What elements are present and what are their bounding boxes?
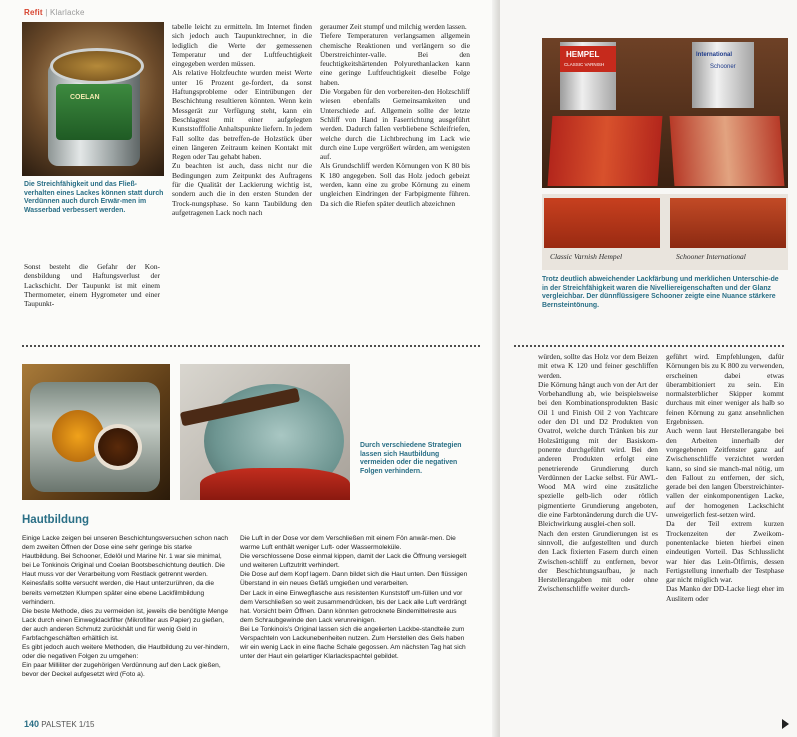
tin-label-text: COELAN [70, 94, 100, 101]
can-left-label: HEMPEL [566, 50, 600, 59]
caption-tin: Die Streichfähigkeit und das Fließ-verhalten eines Lackes können statt durch Verdünnen auch durch Erwär-men im Wasserbad verbessert werden. [24, 181, 164, 214]
photo-gel-stirring [180, 364, 350, 500]
right-col-1: würden, sollte das Holz vor dem Beizen mit etwa K 120 und feiner geschliffen werden. Die Körnung hängt auch von der Art der Vorbehandlung ab, wie beispielsweise bei den Kombinationsprodukten Basic Oil 1 und Finish Oil 2 von Yachtcare oder den D1 und D2 Produkten von Ovatrol, welche durch Tränken bis zur Holzsättigung mit der Basiskom-ponente durchgeführt wird. Bei den anderen Produkten erfolgt eine penetrierende Grundierung durch Verdünnen der Lacke selbst. Für AWL-Wood MA wird eine zusätzliche spezielle gelb-lich oder rötlich pigmentierte Grundierung angeboten, die eine Farbtonänderung durch die UV-Bleichwirkung ausglei-chen soll. Nach den ersten Grundierungen ist es sinnvoll, die aufgestellten und durch den Lack fixierten Fasern durch einen Zwischen-schliff zu entfernen, bevor der Beschichtungsaufbau, je nach Herstellerangaben mit oder ohne Zwischenschliffe weiter durch- [538, 352, 658, 594]
varnish-boards-photo [542, 194, 788, 270]
caption-panels: Trotz deutlich abweichender Lackfärbung und merklichen Unterschie-de in der Streichfähigkeit waren die Nivelliereigenschaften und der Glanz vergleichbar. Der dünnflüssigere Schooner zeigte eine Nuance stärkere Bernsteintönung. [542, 276, 779, 309]
can-right-label: International [696, 52, 733, 58]
section-divider [22, 345, 480, 347]
photo-open-tin-skin [22, 364, 170, 500]
bottom-col-2: Die Luft in der Dose vor dem Verschließen mit einem Fön anwär-men. Die warme Luft enthält weniger Luft- oder Wassermoleküle. Die verschlossene Dose einmal kippen, damit der Lack die Öffnung versiegelt und weiteren Luftzutritt verhindert. Die Dose auf dem Kopf lagern. Dann bildet sich die Haut unten. Den flüssigen Überstand in ein neues Gefäß umgießen und verarbeiten. Der Lack in eine Einwegflasche aus resistenten Kunststoff um-füllen und vor dem Verschließen so weit zusammendrücken, bis der Lack alle Luft verdrängt hat. Vorsicht beim Öffnen. Dann könnten getrocknete Bindemittelreste aus dem Schraubgewinde den Lack verunreinigen. Bei Le Tonkinois's Original lassen sich die angelierten Lackbe-standteile zum Verspachteln von Lackunebenheiten nutzen. Zum Herstellen des Gels haben wir ein wenig Lack in eine flache Schale gegossen. Am nächsten Tag hat sich unter der Haut ein gelartiger Klarlackspachtel gebildet. [240, 535, 468, 661]
section-divider-right [514, 345, 784, 347]
bottom-col-1: Einige Lacke zeigen bei unseren Beschichtungsversuchen schon nach dem zweiten Öffnen der Dose eine sehr geringe bis starke Hautbildung. Bei Schooner, Edelöl und Marine Nr. 1 war sie minimal, bei Le Tonkinois Original und Coelan Bootsbeschichtung deutlich. Die Haut muss vor der Verarbeitung vom Restlack getrennt werden. Keinesfalls sollte versucht werden, die Haut unterzurühren, da die bereits vernetzten Klumpen später eine ebene Lackfilmbildung verhindern. Die beste Methode, dies zu vermeiden ist, jeweils die benötigte Menge Lack durch einen Einwegklackfilter (Mikrofilter aus Papier) zu gießen, der auch anderen Schmutz zurückhält und für wenig Geld in Farbfachgeschäften erhältlich ist. Es gibt jedoch auch weitere Methoden, die Hautbildung zu ver-hindern, oder die negativen Folgen zu umgehen: Ein paar Milliliter der zugehörigen Verdünnung auf den Lack gießen, bevor der Deckel aufgesetzt wird (Foto a). [22, 535, 230, 679]
varnish-tin-photo [22, 22, 164, 176]
board-left-label: Classic Varnish Hempel [550, 252, 623, 261]
top-col-1: Sonst besteht die Gefahr der Kon-densbildung und Haftungsverlust der Lackschicht. Der Taupunkt ist mit einem Thermometer, einem Hygrometer und einer Taupunkt- [24, 262, 160, 309]
running-header: Refit | Klarlacke [24, 8, 85, 17]
section-heading: Hautbildung [22, 514, 90, 526]
right-col-2: geführt wird. Empfehlungen, dafür Körnungen bis zu K 800 zu verwenden, erscheinen dabei etwas überambitioniert zu sein. Ein normalsterblicher Skipper kommt durchaus mit einer weniger als halb so feinen Körnung zu ganz ansehnlichen Ergebnissen. Auch wenn laut Herstellerangabe bei den Arbeiten innerhalb der vorgegebenen Zeitfenster ganz auf Zwischenschliffe verzichtet werden kann, so sind sie manch-mal nötig, um den Fallout zu entfernen, der sich, gerade bei den langen Überstreichinter-vallen der einkomponentigen Lacke, auf der homogenen Lackschicht unweigerlich fest-setzen wird. Da der Teil extrem kurzen Trockenzeiten der Zweikom-ponentenlacke bieten hierbei einen eindeutigen Vorteil. Das Schlusslicht war hier das Lein-Ölfirnis, dessen Fertigstellung innerhalb der Testphase gar nicht möglich war. Das Manko der DD-Lacke liegt eher im Auslitern oder [666, 352, 784, 603]
page-folio: 140 PALSTEK 1/15 [24, 719, 95, 729]
top-col-2: tabelle leicht zu ermitteln. Im Internet finden sich jedoch auch Taupunktrechner, in die lediglich die Werte der gemessenen Temperatur und der Luftfeuchtigkeit eingegeben werden müssen. Als relative Holzfeuchte wurden meist Werte unter 16 Prozent ge-fordert, da sonst Haftungsprobleme oder Eintrübungen der Beschichtung resultieren könnten. Wenn kein Messgerät zur Verfügung steht, kann ein Beschlagtest mit einer aufgelegten Kunststofffolie Anhaltspunkte liefern. In jedem Fall sollte das betreffen-de Holzstück über einen längeren Zeitraum keinen Kontakt mit Regen oder Tau gehabt haben. Zu beachten ist auch, dass nicht nur die Bedingungen zum Zeitpunkt des Auftragens für die Qualität der Lackierung wichtig ist, sondern auch die in den ersten Stunden der Trock-nungsphase. So kann Taubildung den aufgetragenen Lack noch nach [172, 22, 312, 217]
can-left-sublabel: CLASSIC VARNISH [564, 62, 605, 67]
caption-skin: Durch verschiedene Strategien lassen sich Hautbildung vermeiden oder die negativen Folgen verhindern. [360, 442, 462, 475]
can-right-sublabel: Schooner [710, 64, 736, 70]
top-col-3: geraumer Zeit stumpf und milchig werden lassen. Tiefere Temperaturen verlangsamen allgemein chemische Reaktionen und verlängern so die Überstreichinter-valle. Bei den feuchtigkeitshärtenden Polyurethanlacken kann eine geringe Luftfeuchtigkeit dieselbe Folge haben. Die Vorgaben für den vorbereiten-den Holzschliff wiesen ebenfalls Gemeinsamkeiten und Unterschiede auf. Allgemein sollte der letzte Schliff von Hand in Faserrichtung ausgeführt werden. Dadurch fallen verbliebene Schleifriefen, welche durch die Lichtbrechung im Lack wie durch eine Lupe vergrößert würden, am wenigsten auf. Als Grundschliff werden Körnungen von K 80 bis K 180 angegeben. Soll das Holz jedoch gebeizt werden, kann eine zu grobe Körnung zu einem ungleichen Eindringen der Farbpigmente führen. Da sich die Riefen später deutlich abzeichnen [320, 22, 470, 208]
right-page [500, 0, 797, 737]
board-right-label: Schooner International [676, 252, 746, 261]
continue-arrow-icon [782, 719, 789, 729]
varnish-panels-photo [542, 38, 788, 188]
